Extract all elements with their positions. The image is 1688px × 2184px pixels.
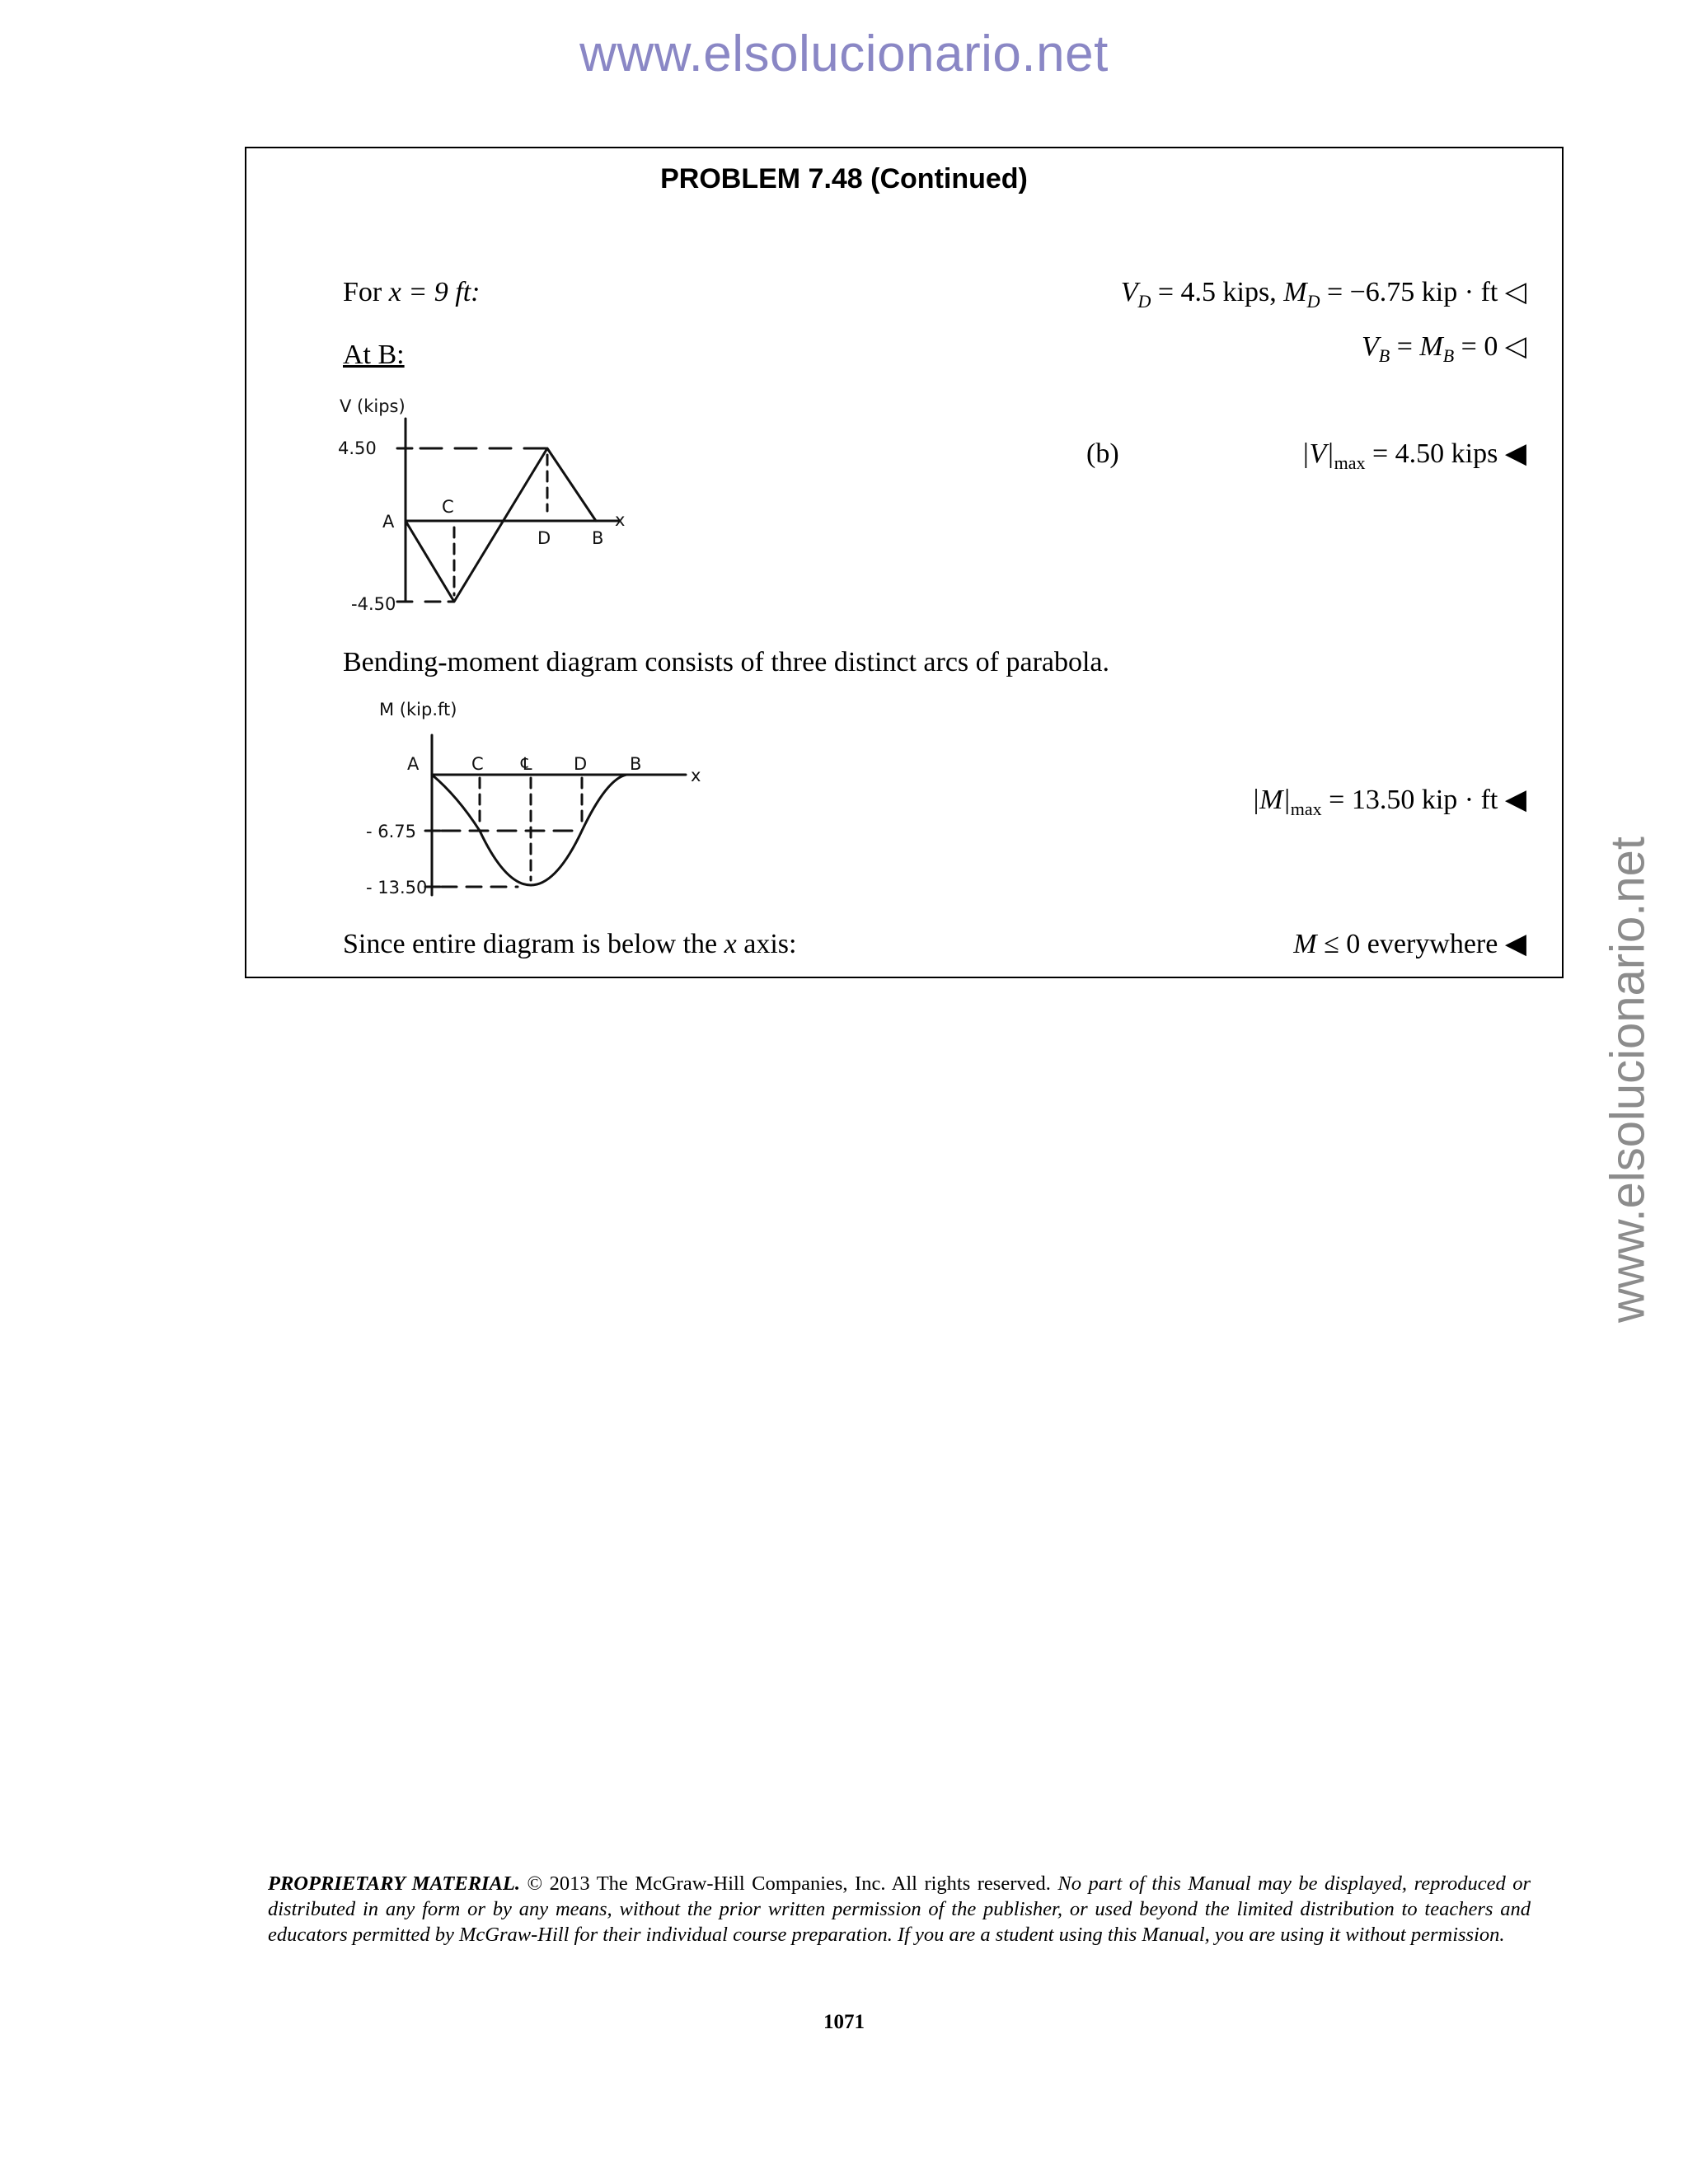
since-text-a: Since entire diagram is below the bbox=[343, 929, 724, 959]
vd-value: = 4.5 kips, bbox=[1151, 277, 1284, 307]
since-text bbox=[343, 930, 796, 958]
vmax-symbol: |V| bbox=[1301, 438, 1334, 469]
shear-point-c: C bbox=[442, 497, 454, 517]
vmax-subscript: max bbox=[1334, 452, 1366, 473]
footer-label: PROPRIETARY MATERIAL. bbox=[268, 1872, 520, 1895]
vd-symbol: V bbox=[1120, 277, 1138, 307]
watermark-side: www.elsolucionario.net bbox=[1601, 837, 1655, 1323]
shear-axis-label: V (kips) bbox=[340, 396, 406, 416]
for-x-label: For bbox=[343, 277, 382, 307]
shear-point-b: B bbox=[592, 528, 604, 548]
shear-curve bbox=[406, 448, 596, 602]
vb-symbol: V bbox=[1361, 331, 1379, 362]
mmax-result bbox=[1251, 785, 1526, 819]
m-everywhere-value: ≤ 0 everywhere ◀ bbox=[1316, 929, 1526, 959]
moment-point-d: D bbox=[574, 754, 588, 774]
at-b-label: At B: bbox=[343, 340, 405, 370]
shear-tick-bottom-label: -4.50 bbox=[351, 594, 396, 614]
shear-tick-top-label: 4.50 bbox=[338, 438, 377, 458]
md-value: = −6.75 kip · ft ◁ bbox=[1320, 277, 1526, 307]
bending-moment-text: Bending-moment diagram consists of three distinct arcs of parabola. bbox=[343, 647, 1110, 677]
mb-symbol: M bbox=[1419, 331, 1443, 362]
since-text-x: x bbox=[724, 929, 737, 959]
vmax-value: = 4.50 kips ◀ bbox=[1365, 438, 1526, 469]
mmax-value: = 13.50 kip · ft ◀ bbox=[1321, 785, 1526, 815]
mb-value: = 0 ◁ bbox=[1454, 331, 1526, 362]
proprietary-footer bbox=[268, 1871, 1531, 1947]
shear-x-label: x bbox=[615, 510, 626, 530]
since-text-b: axis: bbox=[736, 929, 797, 959]
vmax-result bbox=[1301, 438, 1526, 473]
footer-notice: No part of this Manual may be displayed, reproduced or distributed in any form or by any means, without the prior written permission of the publisher, or used beyond the limited distribution to teachers and educators permitted by McGraw-Hill for their individual course preparation. If you are a student using this Manual, you are using it without permission. bbox=[268, 1872, 1531, 1946]
m-everywhere-result bbox=[1293, 930, 1526, 958]
moment-point-b: B bbox=[630, 754, 642, 774]
mmax-subscript: max bbox=[1290, 799, 1322, 819]
part-b-label: (b) bbox=[1086, 438, 1119, 469]
shear-point-a: A bbox=[382, 512, 395, 532]
footer-copyright: © 2013 The McGraw-Hill Companies, Inc. All rights reserved. bbox=[520, 1872, 1058, 1895]
vb-equals: = bbox=[1390, 331, 1420, 362]
vd-subscript: D bbox=[1137, 291, 1151, 312]
m-everywhere-symbol: M bbox=[1293, 929, 1317, 959]
mmax-symbol: |M| bbox=[1251, 785, 1291, 815]
for-x-line bbox=[343, 279, 480, 307]
shear-point-d: D bbox=[537, 528, 551, 548]
page-number: 1071 bbox=[823, 2011, 865, 2033]
moment-x-label: x bbox=[691, 766, 701, 785]
md-subscript: D bbox=[1306, 291, 1320, 312]
vd-md-result bbox=[1120, 277, 1526, 312]
for-x-expr: x = 9 ft: bbox=[388, 277, 481, 307]
moment-point-c: C bbox=[471, 754, 484, 774]
md-symbol: M bbox=[1283, 277, 1307, 307]
vb-subscript: B bbox=[1378, 345, 1390, 366]
vb-mb-result bbox=[1361, 331, 1526, 366]
shear-force-diagram bbox=[330, 387, 659, 618]
bending-moment-diagram bbox=[346, 692, 734, 907]
problem-title: PROBLEM 7.48 (Continued) bbox=[660, 163, 1028, 194]
mb-subscript: B bbox=[1442, 345, 1455, 366]
moment-point-a: A bbox=[407, 754, 420, 774]
moment-tick-2-label: - 13.50 bbox=[366, 878, 428, 898]
watermark-top: www.elsolucionario.net bbox=[579, 26, 1109, 82]
moment-tick-1-label: - 6.75 bbox=[366, 822, 417, 841]
moment-point-cl: ℄ bbox=[521, 754, 532, 774]
moment-axis-label: M (kip.ft) bbox=[379, 700, 457, 719]
